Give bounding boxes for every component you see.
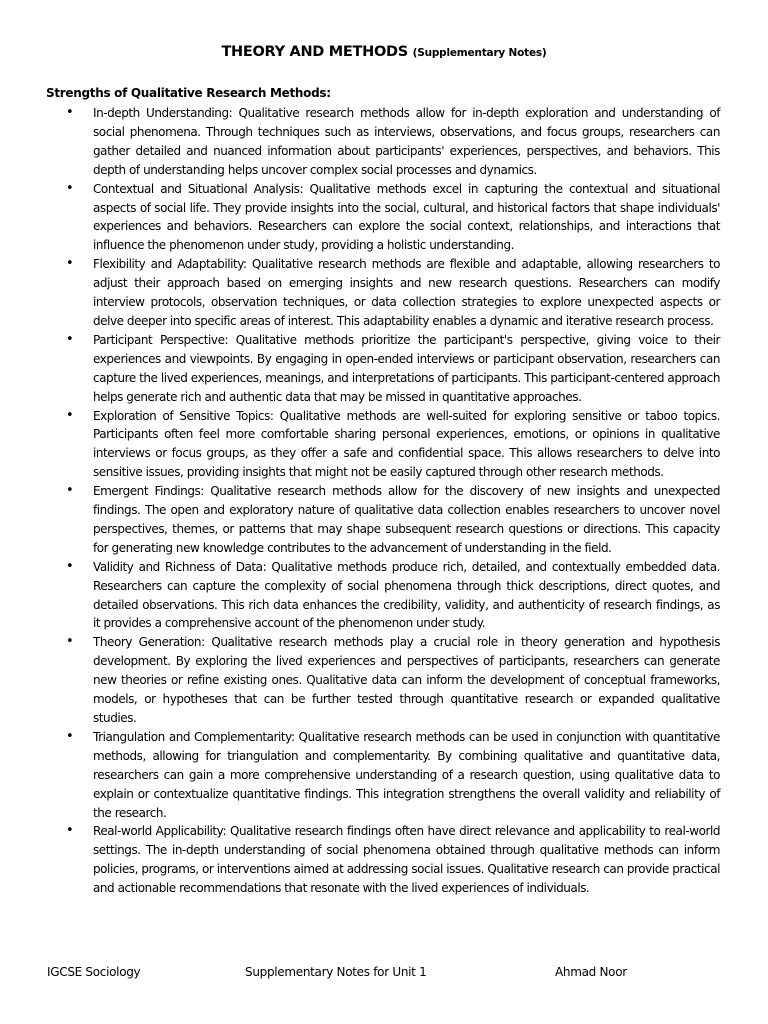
footer-author: Ahmad Noor	[555, 965, 627, 979]
list-item-text: Exploration of Sensitive Topics: Qualitative methods are well-suited for exploring sensitive or taboo topics. Participants often feel more comfortable sharing personal experiences, emotions, or opinions in qualitative interviews or focus groups, as they offer a safe and confidential space. This allows researchers to delve into sensitive issues, providing insights that might not be easily captured through other research methods.	[93, 408, 720, 480]
list-item	[46, 104, 720, 180]
bullet-icon: •	[66, 728, 74, 744]
list-item-text: Emergent Findings: Qualitative research methods allow for the discovery of new insights and unexpected findings. The open and exploratory nature of qualitative data collection enables researchers to uncover novel perspectives, themes, or patterns that may shape subsequent research questions or directions. This capacity for generating new knowledge contributes to the advancement of understanding in the field.	[93, 484, 720, 555]
strengths-list	[46, 104, 720, 898]
bullet-icon: •	[66, 634, 74, 650]
list-item	[46, 255, 720, 331]
list-item	[46, 633, 720, 728]
bullet-icon: •	[66, 407, 74, 423]
list-item	[46, 558, 720, 634]
section-heading: Strengths of Qualitative Research Methods:	[46, 86, 331, 100]
list-item-text: Flexibility and Adaptability: Qualitative research methods are flexible and adaptable, allowing researchers to adjust their approach based on emerging insights and new research questions. Researchers can modify interview protocols, observation techniques, or data collection strategies to explore unexpected aspects or delve deeper into specific areas of interest. This adaptability enables a dynamic and iterative research process.	[93, 257, 720, 328]
list-item-text: Real-world Applicability: Qualitative research findings often have direct relevance and applicability to real-world settings. The in-depth understanding of social phenomena obtained through qualitative methods can inform policies, programs, or interventions aimed at addressing social issues. Qualitative research can provide practical and actionable recommendations that resonate with the lived experiences of individuals.	[93, 824, 720, 896]
list-item	[46, 180, 720, 256]
bullet-icon: •	[66, 558, 74, 574]
footer-notes-title: Supplementary Notes for Unit 1	[245, 965, 427, 979]
list-item	[46, 407, 720, 483]
list-item-text: Validity and Richness of Data: Qualitative methods produce rich, detailed, and contextually embedded data. Researchers can capture the complexity of social phenomena through thick descriptions, direct quotes, and detailed observations. This rich data enhances the credibility, validity, and authenticity of research findings, as it provides a comprehensive account of the phenomenon under study.	[93, 559, 720, 631]
list-item-text: In-depth Understanding: Qualitative research methods allow for in-depth exploration and understanding of social phenomena. Through techniques such as interviews, observations, and focus groups, researchers can gather detailed and nuanced information about participants' experiences, perspectives, and behaviors. This depth of understanding helps uncover complex social processes and dynamics.	[93, 106, 720, 177]
list-item-text: Theory Generation: Qualitative research methods play a crucial role in theory generation and hypothesis development. By exploring the lived experiences and perspectives of participants, researchers can generate new theories or refine existing ones. Qualitative data can inform the development of conceptual frameworks, models, or hypotheses that can be further tested through quantitative research or expanded qualitative studies.	[93, 635, 720, 725]
bullet-icon: •	[66, 256, 74, 272]
list-item	[46, 331, 720, 407]
list-item-text: Participant Perspective: Qualitative methods prioritize the participant's perspective, giving voice to their experiences and viewpoints. By engaging in open-ended interviews or participant observation, researchers can capture the lived experiences, meanings, and interpretations of participants. This participant-centered approach helps generate rich and authentic data that may be missed in quantitative approaches.	[93, 332, 720, 404]
list-item	[46, 482, 720, 558]
list-item-text: Triangulation and Complementarity: Qualitative research methods can be used in conjunction with quantitative methods, allowing for triangulation and complementarity. By combining qualitative and quantitative data, researchers can gain a more comprehensive understanding of a research question, using qualitative data to explain or contextualize quantitative findings. This integration strengthens the overall validity and reliability of the research.	[93, 729, 720, 820]
list-item-text: Contextual and Situational Analysis: Qualitative methods excel in capturing the contextual and situational aspects of social life. They provide insights into the social, cultural, and historical factors that shape individuals' experiences and behaviors. Researchers can explore the social context, relationships, and interactions that influence the phenomenon under study, providing a holistic understanding.	[93, 181, 720, 253]
title-subtitle: (Supplementary Notes)	[412, 47, 547, 59]
bullet-icon: •	[66, 180, 74, 196]
bullet-icon: •	[66, 331, 74, 347]
footer-course: IGCSE Sociology	[47, 965, 141, 979]
page-title	[0, 44, 768, 60]
list-item	[46, 728, 720, 823]
bullet-icon: •	[66, 105, 74, 120]
bullet-icon: •	[66, 823, 74, 839]
list-item	[46, 822, 720, 898]
bullet-icon: •	[66, 483, 74, 499]
title-main: THEORY AND METHODS	[221, 44, 408, 60]
